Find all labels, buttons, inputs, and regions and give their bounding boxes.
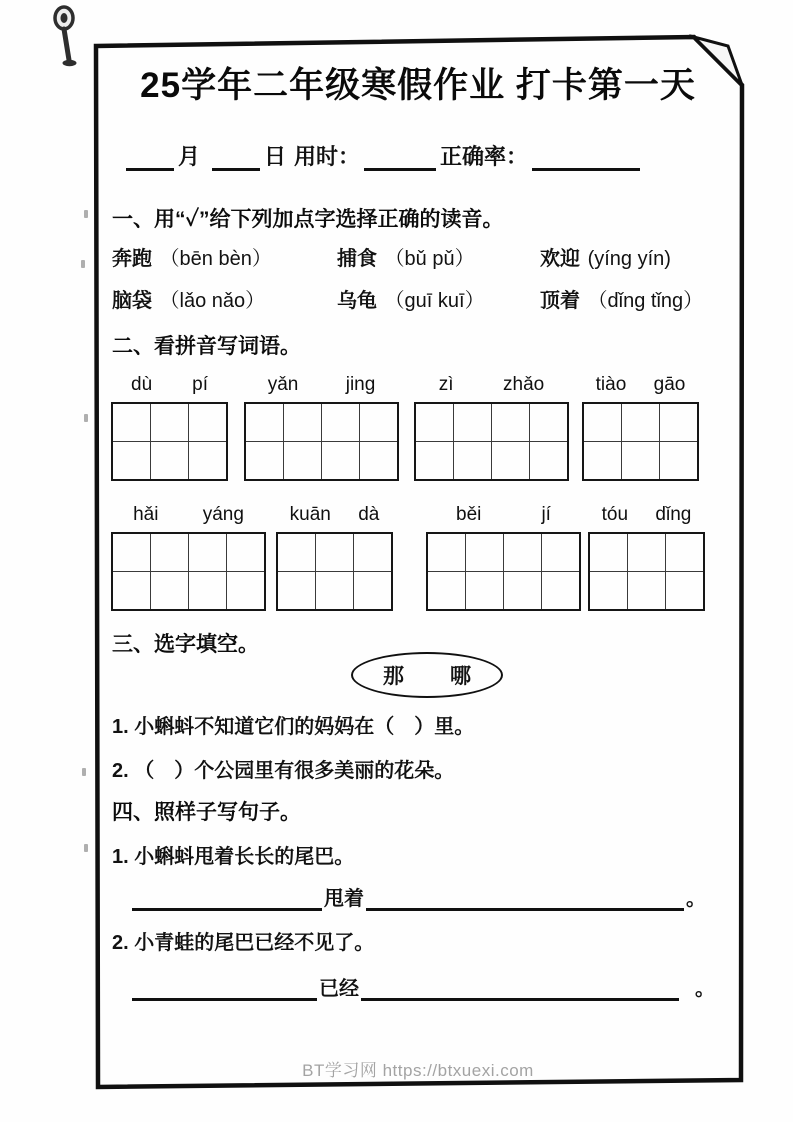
- writing-cell: [113, 572, 150, 609]
- section2-heading: 二、看拼音写词语。: [112, 335, 301, 358]
- pinyin-label: [111, 502, 266, 526]
- writing-cell: [542, 534, 579, 571]
- sentence-answer-line: [132, 972, 715, 1001]
- writing-cell: [113, 404, 150, 441]
- worksheet-content: [96, 46, 740, 1086]
- time-label: 用时：: [294, 144, 361, 169]
- phonics-word: 欢迎: [540, 248, 580, 270]
- writing-cell: [416, 442, 453, 479]
- pinyin-label: [582, 372, 699, 396]
- writing-cell: [354, 534, 391, 571]
- phonics-item: [540, 242, 671, 271]
- writing-grid: [244, 402, 399, 481]
- writing-cell: [416, 404, 453, 441]
- example-sentence: 1. 小蝌蚪甩着长长的尾巴。: [112, 846, 355, 868]
- writing-cell: [316, 572, 353, 609]
- writing-cell: [284, 442, 321, 479]
- writing-cell: [278, 572, 315, 609]
- writing-cell: [189, 404, 226, 441]
- phonics-word: 顶着: [540, 290, 580, 312]
- scan-artifact: [81, 260, 85, 268]
- writing-cell: [584, 404, 621, 441]
- pinyin-word-group: [588, 502, 705, 611]
- section4-heading: 四、照样子写句子。: [112, 801, 301, 824]
- phonics-item: [112, 284, 265, 313]
- pinyin-syllable: hǎi: [133, 504, 159, 525]
- sentence-period: 。: [686, 888, 706, 910]
- writing-cell: [492, 442, 529, 479]
- phonics-item: [337, 284, 485, 313]
- pinyin-syllable: dǐng: [655, 504, 692, 525]
- pinyin-word-group: [276, 502, 393, 611]
- pinyin-syllable: gāo: [653, 374, 686, 395]
- pinyin-label: [111, 372, 228, 396]
- character-choice-oval: [351, 652, 503, 698]
- writing-grid: [111, 532, 266, 611]
- sentence-answer-line: [132, 882, 706, 911]
- writing-cell: [660, 442, 697, 479]
- writing-cell: [590, 534, 627, 571]
- writing-grid: [414, 402, 569, 481]
- writing-cell: [354, 572, 391, 609]
- writing-cell: [360, 442, 397, 479]
- pinyin-syllable: tóu: [601, 504, 629, 525]
- phonics-options: （guī kuī）: [384, 290, 485, 312]
- section1-heading: 一、用“✓”给下列加点字选择正确的读音。: [112, 208, 504, 231]
- pinyin-word-group: [414, 372, 569, 481]
- writing-cell: [428, 572, 465, 609]
- pinyin-syllable: kuān: [289, 504, 331, 525]
- section3-heading: 三、选字填空。: [112, 633, 259, 656]
- writing-cell: [189, 442, 226, 479]
- writing-cell: [542, 572, 579, 609]
- writing-cell: [628, 534, 665, 571]
- pinyin-label: [276, 502, 393, 526]
- phonics-item: [337, 242, 475, 271]
- pinyin-label: [588, 502, 705, 526]
- pinyin-syllable: dà: [358, 504, 380, 525]
- writing-cell: [454, 404, 491, 441]
- pinyin-syllable: dù: [131, 374, 153, 395]
- scan-artifact: [82, 768, 86, 776]
- pinyin-syllable: zhǎo: [503, 374, 545, 395]
- writing-cell: [466, 534, 503, 571]
- binder-clip-icon: [42, 2, 102, 82]
- writing-cell: [284, 404, 321, 441]
- accuracy-label: 正确率：: [440, 144, 529, 169]
- writing-cell: [466, 572, 503, 609]
- pinyin-word-group: [426, 502, 581, 611]
- scan-artifact: [84, 844, 88, 852]
- writing-cell: [428, 534, 465, 571]
- pinyin-label: [244, 372, 399, 396]
- phonics-word: 脑袋: [112, 290, 152, 312]
- writing-cell: [151, 442, 188, 479]
- writing-cell: [322, 404, 359, 441]
- pinyin-label: [426, 502, 581, 526]
- phonics-word: 奔跑: [112, 248, 152, 270]
- writing-cell: [660, 404, 697, 441]
- day-label: 日: [264, 144, 287, 169]
- scan-artifact: [84, 414, 88, 422]
- writing-cell: [492, 404, 529, 441]
- pinyin-syllable: běi: [456, 504, 482, 525]
- phonics-options: （bǔ pǔ）: [384, 248, 475, 270]
- pinyin-syllable: jí: [541, 504, 551, 525]
- scan-artifact: [84, 210, 88, 218]
- accuracy-blank: [532, 145, 640, 171]
- fill-blank-sentence: 2. （ ）个公园里有很多美丽的花朵。: [112, 760, 455, 782]
- writing-cell: [246, 404, 283, 441]
- writing-cell: [666, 534, 703, 571]
- pinyin-syllable: zì: [438, 374, 454, 395]
- phonics-item: [112, 242, 272, 271]
- time-blank: [364, 145, 436, 171]
- pinyin-syllable: pí: [192, 374, 208, 395]
- pinyin-word-group: [111, 502, 266, 611]
- pinyin-word-group: [582, 372, 699, 481]
- writing-cell: [530, 442, 567, 479]
- writing-cell: [189, 572, 226, 609]
- phonics-options: （lǎo nǎo）: [159, 290, 266, 312]
- writing-cell: [590, 572, 627, 609]
- pinyin-syllable: jing: [345, 374, 376, 395]
- pinyin-syllable: yǎn: [267, 374, 299, 395]
- writing-cell: [666, 572, 703, 609]
- writing-cell: [584, 442, 621, 479]
- writing-cell: [628, 572, 665, 609]
- writing-cell: [113, 534, 150, 571]
- choice-character: 哪: [450, 665, 471, 688]
- answer-blank: [132, 975, 317, 1001]
- writing-cell: [278, 534, 315, 571]
- answer-blank: [361, 975, 679, 1001]
- day-blank: [212, 145, 260, 171]
- worksheet-title: 25学年二年级寒假作业 打卡第一天: [140, 66, 696, 105]
- sentence-connector: 已经: [319, 978, 359, 1000]
- writing-cell: [622, 442, 659, 479]
- writing-cell: [227, 572, 264, 609]
- writing-cell: [316, 534, 353, 571]
- phonics-options: （dǐng tǐng）: [587, 290, 704, 312]
- phonics-options: （bēn bèn）: [159, 248, 272, 270]
- writing-cell: [189, 534, 226, 571]
- pinyin-syllable: yáng: [202, 504, 244, 525]
- answer-blank: [132, 885, 322, 911]
- writing-grid: [426, 532, 581, 611]
- writing-cell: [246, 442, 283, 479]
- phonics-word: 捕食: [337, 248, 377, 270]
- writing-cell: [151, 572, 188, 609]
- writing-cell: [504, 572, 541, 609]
- writing-cell: [113, 442, 150, 479]
- phonics-row: [96, 242, 740, 272]
- writing-cell: [360, 404, 397, 441]
- writing-grid: [111, 402, 228, 481]
- writing-cell: [322, 442, 359, 479]
- answer-blank: [366, 885, 684, 911]
- writing-cell: [622, 404, 659, 441]
- month-label: 月: [178, 144, 201, 169]
- pinyin-syllable: tiào: [595, 374, 627, 395]
- header-fill-line: [126, 140, 640, 171]
- phonics-row: [96, 284, 740, 314]
- phonics-options: (yíng yín): [587, 248, 671, 270]
- writing-cell: [454, 442, 491, 479]
- writing-grid: [276, 532, 393, 611]
- pinyin-label: [414, 372, 569, 396]
- writing-cell: [504, 534, 541, 571]
- writing-grid: [582, 402, 699, 481]
- phonics-word: 乌龟: [337, 290, 377, 312]
- writing-cell: [227, 534, 264, 571]
- month-blank: [126, 145, 174, 171]
- example-sentence: 2. 小青蛙的尾巴已经不见了。: [112, 932, 375, 954]
- sentence-period: 。: [695, 978, 715, 1000]
- pinyin-word-group: [111, 372, 228, 481]
- choice-character: 那: [383, 665, 404, 688]
- writing-cell: [151, 534, 188, 571]
- writing-cell: [151, 404, 188, 441]
- writing-cell: [530, 404, 567, 441]
- phonics-item: [540, 284, 703, 313]
- site-watermark: BT学习网 https://btxuexi.com: [302, 1061, 534, 1080]
- writing-grid: [588, 532, 705, 611]
- sentence-connector: 甩着: [324, 888, 364, 910]
- fill-blank-sentence: 1. 小蝌蚪不知道它们的妈妈在（ ）里。: [112, 716, 475, 738]
- pinyin-word-group: [244, 372, 399, 481]
